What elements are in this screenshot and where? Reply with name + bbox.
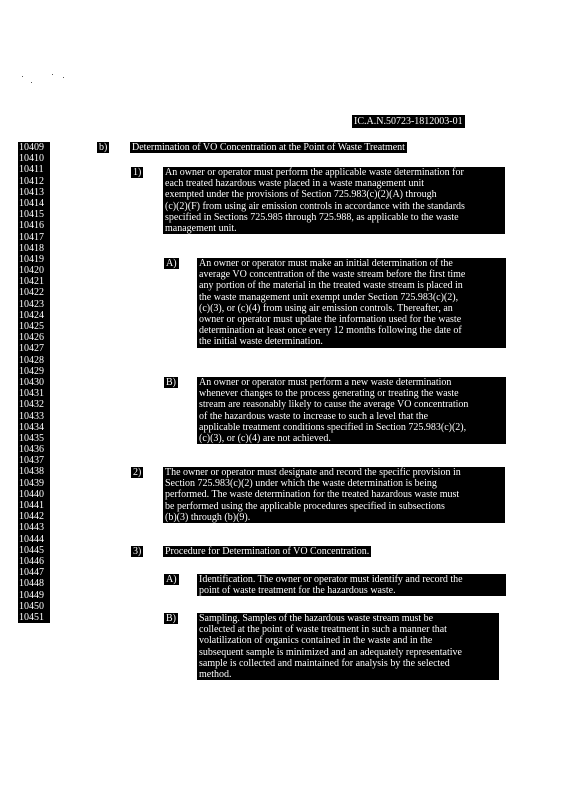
line-number: 10419: [19, 253, 44, 265]
line-number: 10451: [19, 611, 44, 623]
line-number: 10437: [19, 455, 44, 467]
line-number: 10425: [19, 321, 44, 332]
line-number: 10436: [19, 444, 44, 456]
scan-speck: [22, 76, 23, 77]
paragraph-line: method.: [199, 668, 232, 680]
item-3-marker: 3): [133, 546, 142, 557]
line-number: 10432: [19, 399, 44, 411]
line-number: 10424: [19, 309, 44, 321]
paragraph-line: sample is collected and maintained for analysis by the selected: [199, 657, 450, 669]
line-number: 10417: [19, 231, 44, 243]
paragraph-line: whenever changes to the process generating or treating the waste: [199, 388, 459, 400]
line-number: 10449: [19, 589, 44, 601]
paragraph-line: Sampling. Samples of the hazardous waste stream must be: [199, 613, 434, 624]
paragraph-line: An owner or operator must perform the applicable waste determination for: [165, 167, 464, 178]
paragraph-line: stream are reasonably likely to cause the average VO concentration: [199, 399, 469, 411]
paragraph-line: average VO concentration of the waste stream before the first time: [199, 269, 466, 281]
paragraph-line: the waste management unit exempt under Section 725.983(c)(2),: [199, 291, 459, 303]
document-id-header: IC.A.N.50723-1812003-01: [354, 116, 463, 127]
paragraph-line: Identification. The owner or operator must identify and record the: [199, 574, 463, 585]
line-number: 10441: [19, 500, 44, 511]
line-number: 10410: [19, 153, 44, 165]
line-number: 10429: [19, 365, 44, 377]
line-number: 10431: [19, 388, 44, 400]
line-number-column: [18, 142, 50, 623]
line-number: 10415: [19, 209, 44, 221]
line-number: 10438: [19, 466, 44, 478]
paragraph-line: applicable treatment conditions specified in Section 725.983(c)(2),: [199, 421, 467, 433]
scan-speck: [63, 77, 64, 78]
paragraph-line: (c)(3), or (c)(4) from using air emission controls. Thereafter, an: [199, 302, 453, 314]
scan-speck: [52, 74, 53, 75]
paragraph-line: each treated hazardous waste placed in a waste management unit: [165, 178, 425, 190]
paragraph-line: any portion of the material in the treated waste stream is placed in: [199, 280, 463, 292]
line-number: 10435: [19, 432, 44, 444]
line-number: 10409: [19, 142, 44, 153]
paragraph-line: (c)(2)(F) from using air emission controls in accordance with the standards: [165, 200, 465, 212]
paragraph-line: point of waste treatment for the hazardous waste.: [199, 585, 396, 597]
line-number: 10430: [19, 376, 44, 388]
line-number: 10450: [19, 600, 44, 612]
line-number: 10426: [19, 332, 44, 344]
paragraph-line: volatilization of organics contained in the waste and in the: [199, 635, 433, 647]
paragraph-line: An owner or operator must make an initial determination of the: [199, 258, 453, 269]
paragraph-line: subsequent sample is minimized and an adequately representative: [199, 646, 462, 658]
line-number: 10446: [19, 555, 44, 567]
item-1-marker: 1): [133, 167, 142, 178]
line-number: 10423: [19, 298, 44, 310]
line-number: 10439: [19, 477, 44, 489]
item-3b-paragraph: [197, 613, 499, 680]
line-number: 10445: [19, 544, 44, 556]
paragraph-line: determination at least once every 12 months following the date of: [199, 325, 462, 337]
line-number: 10447: [19, 567, 44, 579]
line-number: 10421: [19, 276, 44, 288]
paragraph-line: (c)(3), or (c)(4) are not achieved.: [199, 432, 331, 444]
section-b-marker: b): [99, 142, 108, 153]
item-3a-marker: A): [166, 574, 177, 585]
line-number: 10433: [19, 410, 44, 422]
line-number: 10413: [19, 186, 44, 198]
paragraph-line: the initial waste determination.: [199, 336, 323, 348]
paragraph-line: owner or operator must update the information used for the waste: [199, 313, 462, 325]
line-number: 10448: [19, 578, 44, 590]
item-1b-paragraph: [197, 377, 506, 444]
item-1a-paragraph: [197, 258, 506, 348]
paragraph-line: The owner or operator must designate and record the specific provision in: [165, 467, 461, 478]
item-3b-marker: B): [166, 613, 176, 624]
paragraph-line: collected at the point of waste treatment in such a manner that: [199, 624, 447, 636]
item-3a-paragraph: [197, 574, 506, 596]
paragraph-line: (b)(3) through (b)(9).: [165, 511, 251, 523]
item-1a-marker: A): [166, 258, 177, 269]
line-number: 10420: [19, 265, 44, 277]
line-number: 10422: [19, 287, 44, 299]
paragraph-line: performed. The waste determination for the treated hazardous waste must: [165, 489, 460, 501]
paragraph-line: specified in Sections 725.985 through 725.988, as applicable to the waste: [165, 211, 459, 223]
line-number: 10418: [19, 242, 44, 254]
line-number: 10412: [19, 175, 44, 187]
line-number: 10416: [19, 220, 44, 232]
line-number: 10444: [19, 533, 44, 545]
item-1b-marker: B): [166, 377, 176, 388]
item-2-marker: 2): [133, 467, 142, 478]
line-number: 10411: [19, 164, 44, 176]
paragraph-line: management unit.: [165, 222, 237, 234]
line-number: 10443: [19, 522, 44, 534]
item-1-paragraph: [163, 167, 505, 234]
paragraph-line: be performed using the applicable procedures specified in subsections: [165, 500, 445, 512]
item-2-paragraph: [163, 467, 505, 523]
line-number: 10427: [19, 343, 44, 355]
paragraph-line: An owner or operator must perform a new waste determination: [199, 377, 452, 388]
paragraph-line: exempted under the provisions of Section 725.983(c)(2)(A) through: [165, 189, 437, 201]
paragraph-line: of the hazardous waste to increase to such a level that the: [199, 410, 429, 422]
line-number: 10428: [19, 354, 44, 366]
paragraph-line: Section 725.983(c)(2) under which the waste determination is being: [165, 478, 437, 490]
item-3-title: Procedure for Determination of VO Concentration.: [165, 546, 370, 557]
line-number: 10442: [19, 511, 44, 523]
line-number: 10434: [19, 421, 44, 433]
line-number: 10440: [19, 488, 44, 500]
section-b-title: Determination of VO Concentration at the Point of Waste Treatment: [132, 142, 405, 153]
scan-speck: [31, 82, 32, 83]
line-number: 10414: [19, 197, 44, 209]
